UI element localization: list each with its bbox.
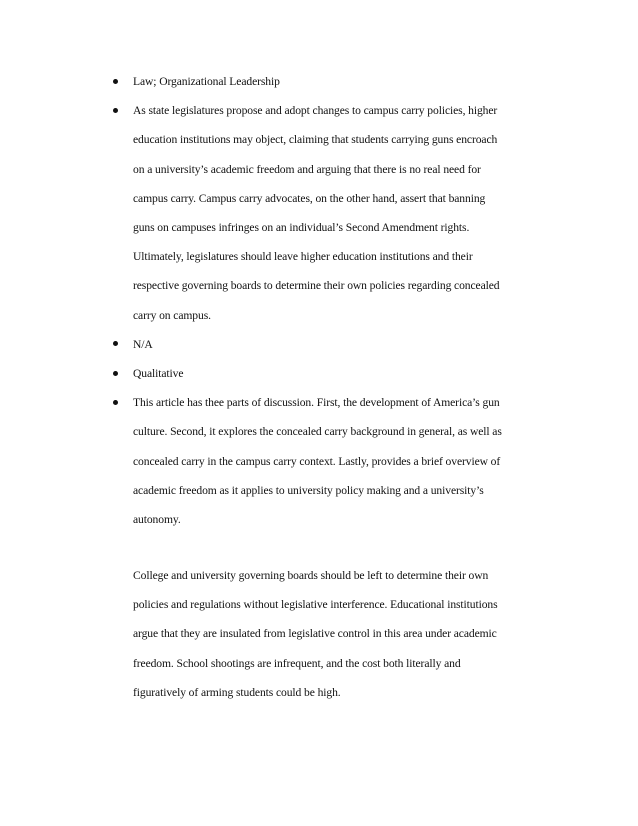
bullet-dot-icon: [113, 400, 118, 405]
bullet-dot-icon: [113, 108, 118, 113]
bullet-item-topic: [112, 67, 552, 96]
text-line: freedom. School shootings are infrequent, and the cost both literally and: [133, 656, 461, 670]
text-line: Ultimately, legislatures should leave higher education institutions and their: [133, 250, 473, 264]
conclusion-paragraph: [133, 561, 553, 707]
bullet-dot-icon: [113, 79, 118, 84]
text-line: College and university governing boards should be left to determine their own: [133, 569, 489, 582]
text-line: policies and regulations without legislative interference. Educational institutions: [133, 598, 498, 612]
text-line: As state legislatures propose and adopt changes to campus carry policies, higher: [133, 104, 498, 118]
bullet-dot-icon: [113, 371, 118, 376]
text-line: N/A: [133, 337, 153, 351]
text-line: carry on campus.: [133, 308, 211, 322]
text-line: concealed carry in the campus carry context. Lastly, provides a brief overview of: [133, 454, 501, 468]
text-line: on a university’s academic freedom and arguing that there is no real need for: [133, 162, 481, 176]
text-line: education institutions may object, claiming that students carrying guns encroach: [133, 133, 498, 147]
text-line: culture. Second, it explores the concealed carry background in general, as well as: [133, 425, 502, 439]
text-line: argue that they are insulated from legislative control in this area under academic: [133, 627, 497, 641]
text-line: Qualitative: [133, 367, 184, 381]
bullet-item-discussion: [112, 388, 552, 534]
text-line: Law; Organizational Leadership: [133, 75, 280, 88]
text-line: figuratively of arming students could be high.: [133, 685, 341, 699]
text-line: respective governing boards to determine their own policies regarding concealed: [133, 279, 500, 293]
bullet-list: [112, 67, 552, 534]
text-line: This article has thee parts of discussion. First, the development of America’s gun: [133, 396, 500, 410]
bullet-dot-icon: [113, 341, 118, 346]
text-line: guns on campuses infringes on an individual’s Second Amendment rights.: [133, 221, 470, 235]
text-line: autonomy.: [133, 513, 181, 527]
text-line: academic freedom as it applies to university policy making and a university’s: [133, 483, 484, 497]
bullet-item-method: [112, 359, 552, 388]
bullet-item-summary: [112, 96, 552, 330]
text-line: campus carry. Campus carry advocates, on the other hand, assert that banning: [133, 191, 486, 205]
bullet-item-na: [112, 330, 552, 359]
